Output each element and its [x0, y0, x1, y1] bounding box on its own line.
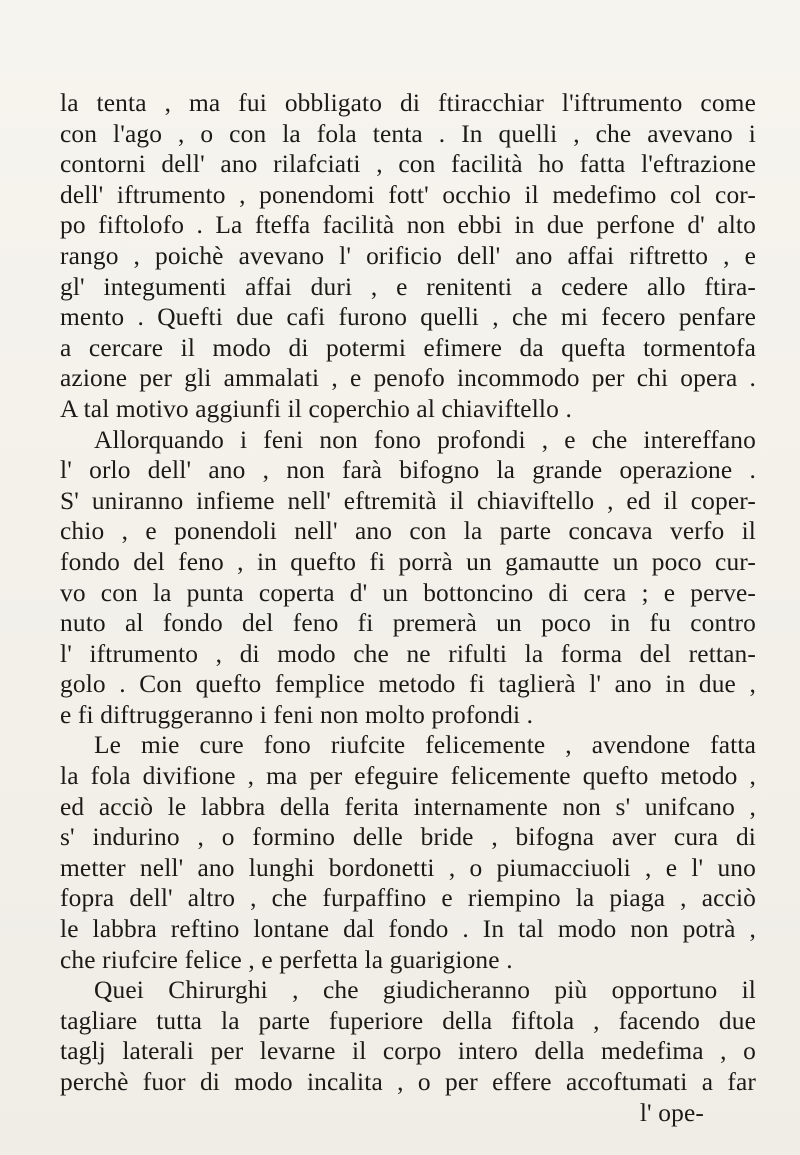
text-line: mento . Quefti due cafi furono quelli , che mi fecero penfare	[60, 303, 756, 332]
text-line: S' uniranno infieme nell' eftremità il chiaviftello , ed il coper-	[60, 486, 756, 515]
text-line: che riufcire felice , e perfetta la guarigione .	[60, 945, 513, 974]
catchword: l' ope-	[639, 1098, 704, 1127]
text-line: fopra dell' altro , che furpaffino e riempino la piaga , acciò	[60, 884, 756, 913]
text-line: contorni dell' ano rilafciati , con facilità ho fatta l'eftrazione	[60, 150, 756, 179]
body-text	[60, 88, 756, 1128]
text-line: po fiftolofo . La fteffa facilità non ebbi in due perfone d' alto	[60, 211, 756, 240]
text-line: perchè fuor di modo incalita , o per effere accoftumati a far	[60, 1068, 756, 1096]
text-line: s' indurino , o formino delle bride , bifogna aver cura di	[60, 823, 756, 852]
text-line: rango , poichè avevano l' orificio dell' ano affai riftretto , e	[60, 241, 756, 270]
text-line: chio , e ponendoli nell' ano con la parte concava verfo il	[60, 517, 756, 546]
text-line: l' orlo dell' ano , non farà bifogno la grande operazione .	[60, 456, 756, 485]
text-line: dell' iftrumento , ponendomi fott' occhio il medefimo col cor-	[60, 180, 756, 209]
text-line: vo con la punta coperta d' un bottoncino di cera ; e perve-	[60, 578, 756, 607]
text-line: tagliare tutta la parte fuperiore della fiftola , facendo due	[60, 1006, 756, 1035]
text-line: nuto al fondo del feno fi premerà un poco in fu contro	[60, 609, 756, 638]
text-line: metter nell' ano lunghi bordonetti , o piumacciuoli , e l' uno	[60, 853, 756, 882]
text-line: golo . Con quefto femplice metodo fi taglierà l' ano in due ,	[60, 670, 756, 699]
text-line: fondo del feno , in quefto fi porrà un gamautte un poco cur-	[60, 547, 756, 576]
text-line: le labbra reftino lontane dal fondo . In tal modo non potrà ,	[60, 915, 756, 944]
text-line: Le mie cure fono riufcite felicemente , avendone fatta	[94, 731, 756, 760]
text-line: e fi diftruggeranno i feni non molto profondi .	[60, 700, 534, 729]
text-line: A tal motivo aggiunfi il coperchio al chiaviftello .	[60, 394, 572, 423]
text-line: Quei Chirurghi , che giudicheranno più opportuno il	[94, 976, 756, 1005]
text-line: taglj laterali per levarne il corpo intero della medefima , o	[60, 1037, 756, 1066]
text-line: azione per gli ammalati , e penofo incommodo per chi opera .	[60, 364, 756, 393]
text-line: ed acciò le labbra della ferita internamente non s' unifcano ,	[60, 792, 756, 821]
text-line: Allorquando i feni non fono profondi , e che intereffano	[94, 425, 756, 454]
text-line: l' iftrumento , di modo che ne rifulti la forma del rettan-	[60, 639, 756, 668]
text-line: con l'ago , o con la fola tenta . In quelli , che avevano i	[60, 119, 756, 148]
text-line: a cercare il modo di potermi efimere da quefta tormentofa	[60, 333, 756, 362]
text-line: gl' integumenti affai duri , e renitenti a cedere allo ftira-	[60, 272, 756, 301]
text-line: la tenta , ma fui obbligato di ftiracchiar l'iftrumento come	[60, 89, 756, 117]
text-line: la fola divifione , ma per efeguire felicemente quefto metodo ,	[60, 762, 756, 791]
